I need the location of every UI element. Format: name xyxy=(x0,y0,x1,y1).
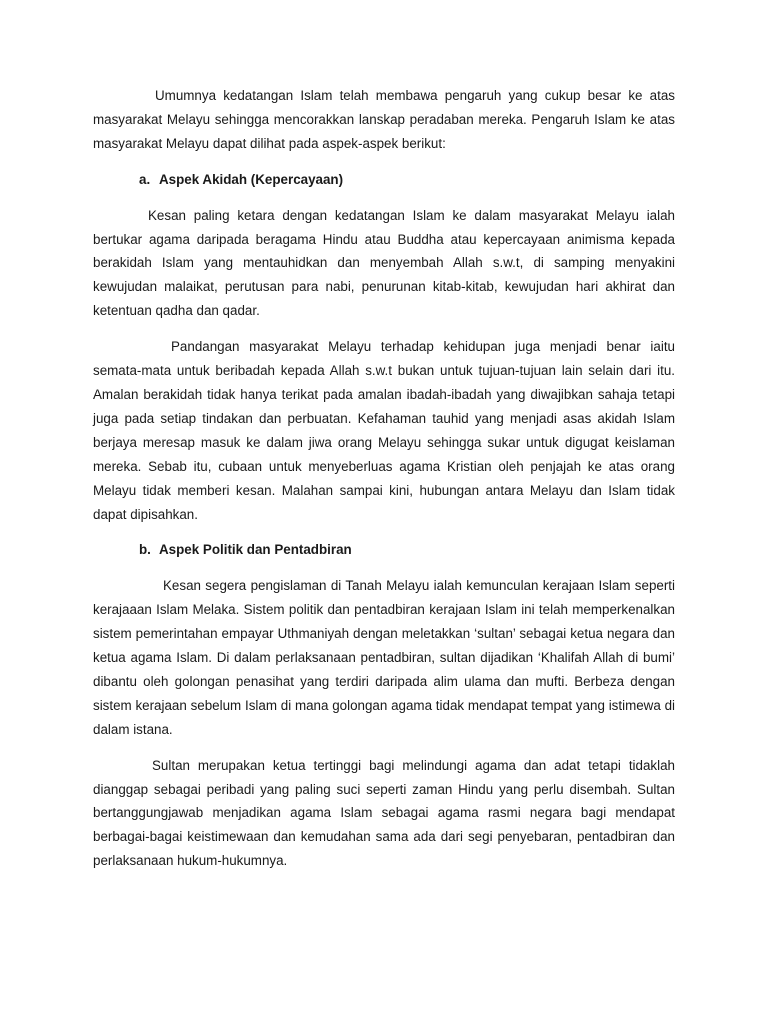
section-a-title: Aspek Akidah (Kepercayaan) xyxy=(159,171,344,187)
section-b-paragraph-1: Kesan segera pengislaman di Tanah Melayu ialah kemunculan kerajaan Islam seperti kerajaaan Islam Melaka. Sistem politik dan pentadbiran kerajaan Islam ini telah memperkenalkan sistem pemerintahan empayar Uthmaniyah dengan meletakkan ‘sultan’ sebagai ketua negara dan ketua agama Islam. Di dalam perlaksanaan pentadbiran, sultan dijadikan ‘Khalifah Allah di bumi’ dibantu oleh golongan penasihat yang terdiri daripada alim ulama dan mufti. Berbeza dengan sistem kerajaan sebelum Islam di mana golongan agama tidak mendapat tempat yang istimewa di dalam istana. xyxy=(93,578,675,737)
section-a-marker: a. xyxy=(139,171,151,187)
section-a-heading xyxy=(139,168,675,192)
section-a-paragraph-1: Kesan paling ketara dengan kedatangan Islam ke dalam masyarakat Melayu ialah bertukar agama daripada beragama Hindu atau Buddha atau kepercayaan animisma kepada berakidah Islam yang mentauhidkan dan menyembah Allah s.w.t, di samping menyakini kewujudan malaikat, perutusan para nabi, penurunan kitab-kitab, kewujudan hari akhirat dan ketentuan qadha dan qadar. xyxy=(93,207,675,319)
section-b-title: Aspek Politik dan Pentadbiran xyxy=(159,542,352,558)
section-b-heading xyxy=(139,538,675,562)
intro-paragraph: Umumnya kedatangan Islam telah membawa pengaruh yang cukup besar ke atas masyarakat Melayu sehingga mencorakkan lanskap peradaban mereka. Pengaruh Islam ke atas masyarakat Melayu dapat dilihat pada aspek-aspek berikut: xyxy=(93,88,675,151)
section-a-paragraph-2: Pandangan masyarakat Melayu terhadap kehidupan juga menjadi benar iaitu semata-mata untuk beribadah kepada Allah s.w.t bukan untuk tujuan-tujuan lain selain dari itu. Amalan berakidah tidak hanya terikat pada amalan ibadah-ibadah yang diwajibkan sahaja tetapi juga pada setiap tindakan dan perbuatan. Kefahaman tauhid yang menjadi asas akidah Islam berjaya meresap masuk ke dalam jiwa orang Melayu sehingga sukar untuk digugat keislaman mereka. Sebab itu, cubaan untuk menyeberluas agama Kristian oleh penjajah ke atas orang Melayu tidak memberi kesan. Malahan sampai kini, hubungan antara Melayu dan Islam tidak dapat dipisahkan. xyxy=(93,339,675,522)
section-b-paragraph-2: Sultan merupakan ketua tertinggi bagi melindungi agama dan adat tetapi tidaklah dianggap sebagai peribadi yang paling suci seperti zaman Hindu yang perlu disembah. Sultan bertanggungjawab menjadikan agama Islam sebagai agama rasmi negara bagi mendapat berbagai-bagai keistimewaan dan kemudahan sama ada dari segi penyebaran, pentadbiran dan perlaksanaan hukum-hukumnya. xyxy=(93,757,675,869)
section-b-marker: b. xyxy=(139,542,151,558)
document-page xyxy=(93,84,675,885)
